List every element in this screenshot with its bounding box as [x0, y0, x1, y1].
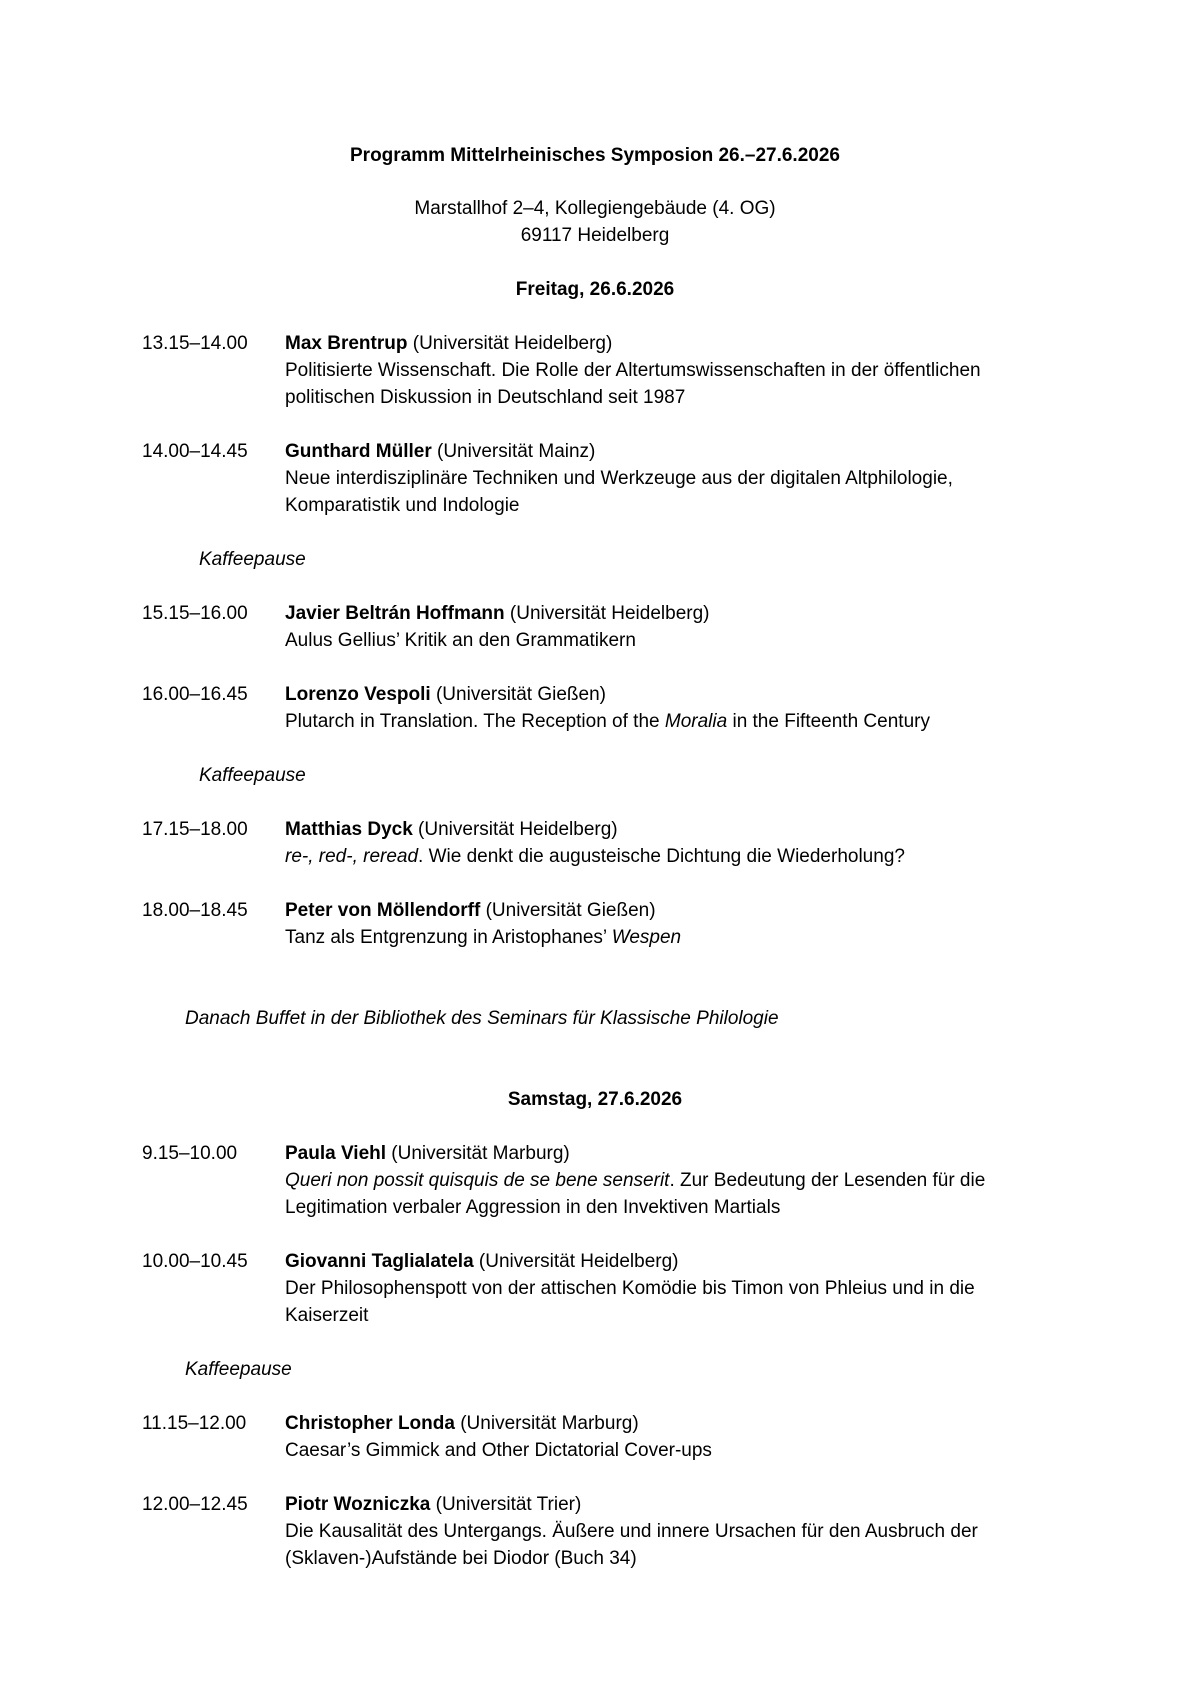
speaker-affiliation: (Universität Trier) — [430, 1494, 582, 1515]
speaker-name: Gunthard Müller — [285, 441, 432, 462]
talk-title-part: . Zur Bedeutung der Lesenden für die — [669, 1170, 986, 1191]
talk-entry — [142, 1248, 1042, 1329]
talk-entry — [142, 897, 1042, 951]
talk-entry — [142, 600, 1042, 654]
talk-title-italic: Moralia — [664, 711, 728, 732]
talk-title-line: Aulus Gellius’ Kritik an den Grammatikern — [285, 630, 636, 651]
talk-entry — [142, 1140, 1042, 1221]
address-line-1: Marstallhof 2–4, Kollegiengebäude (4. OG) — [414, 198, 776, 219]
speaker-affiliation: (Universität Marburg) — [386, 1143, 570, 1164]
day-heading-friday: Freitag, 26.6.2026 — [515, 279, 675, 300]
speaker-name: Christopher Londa — [285, 1413, 455, 1434]
speaker-affiliation: (Universität Mainz) — [431, 441, 596, 462]
talk-title-line: politischen Diskussion in Deutschland seit 1987 — [285, 387, 686, 408]
coffee-break: Kaffeepause — [199, 549, 306, 570]
speaker-name: Paula Viehl — [285, 1143, 387, 1164]
talk-time: 16.00–16.45 — [142, 684, 248, 705]
speaker-name: Matthias Dyck — [285, 819, 413, 840]
talk-title-line — [285, 843, 1045, 870]
talk-title-part: in the Fifteenth Century — [727, 711, 930, 732]
talk-title-line: Politisierte Wissenschaft. Die Rolle der Altertumswissenschaften in der öffentlichen — [285, 360, 981, 381]
talk-title-line: (Sklaven-)Aufstände bei Diodor (Buch 34) — [285, 1548, 637, 1569]
talk-title-line: Die Kausalität des Untergangs. Äußere und innere Ursachen für den Ausbruch der — [285, 1521, 978, 1542]
talk-title-part: Plutarch in Translation. The Reception of the — [285, 711, 665, 732]
talk-title-italic: re-, red-, reread — [285, 846, 419, 867]
speaker-affiliation: (Universität Marburg) — [454, 1413, 639, 1434]
speaker-affiliation: (Universität Heidelberg) — [504, 603, 710, 624]
talk-title-line — [285, 708, 1045, 735]
talk-entry — [142, 438, 1042, 519]
talk-time: 11.15–12.00 — [142, 1413, 247, 1434]
speaker-affiliation: (Universität Gießen) — [430, 684, 606, 705]
talk-title-italic: Queri non possit quisquis de se bene senserit — [285, 1170, 670, 1191]
talk-title-italic: Wespen — [611, 927, 682, 948]
day-heading-saturday: Samstag, 27.6.2026 — [507, 1089, 683, 1110]
talk-time: 14.00–14.45 — [142, 441, 248, 462]
talk-time: 12.00–12.45 — [142, 1494, 248, 1515]
talk-title-line: Kaiserzeit — [285, 1305, 369, 1326]
address-line-2: 69117 Heidelberg — [520, 225, 670, 246]
talk-title-line — [285, 1167, 1045, 1194]
speaker-affiliation: (Universität Heidelberg) — [473, 1251, 679, 1272]
speaker-name: Max Brentrup — [285, 333, 408, 354]
talk-entry — [142, 681, 1042, 735]
talk-title-line: Legitimation verbaler Aggression in den Invektiven Martials — [285, 1197, 781, 1218]
talk-title-part: . Wie denkt die augusteische Dichtung die Wiederholung? — [418, 846, 905, 867]
talk-time: 9.15–10.00 — [142, 1143, 238, 1164]
page-title: Programm Mittelrheinisches Symposion 26.–27.6.2026 — [350, 145, 840, 166]
talk-time: 10.00–10.45 — [142, 1251, 248, 1272]
talk-entry — [142, 1491, 1042, 1572]
speaker-name: Giovanni Taglialatela — [285, 1251, 474, 1272]
talk-title-line: Komparatistik und Indologie — [285, 495, 520, 516]
speaker-affiliation: (Universität Heidelberg) — [407, 333, 613, 354]
speaker-affiliation: (Universität Heidelberg) — [412, 819, 618, 840]
talk-time: 13.15–14.00 — [142, 333, 248, 354]
speaker-affiliation: (Universität Gießen) — [480, 900, 656, 921]
evening-note: Danach Buffet in der Bibliothek des Seminars für Klassische Philologie — [185, 1008, 779, 1029]
talk-title-line: Neue interdisziplinäre Techniken und Werkzeuge aus der digitalen Altphilologie, — [285, 468, 953, 489]
talk-title-line: Caesar’s Gimmick and Other Dictatorial Cover-ups — [285, 1440, 712, 1461]
speaker-name: Javier Beltrán Hoffmann — [285, 603, 505, 624]
talk-entry — [142, 816, 1042, 870]
talk-entry — [142, 1410, 1042, 1464]
talk-entry — [142, 330, 1042, 411]
talk-time: 18.00–18.45 — [142, 900, 248, 921]
coffee-break: Kaffeepause — [199, 765, 306, 786]
talk-time: 15.15–16.00 — [142, 603, 248, 624]
speaker-name: Peter von Möllendorff — [285, 900, 481, 921]
talk-time: 17.15–18.00 — [142, 819, 248, 840]
talk-title-part: Tanz als Entgrenzung in Aristophanes’ — [285, 927, 612, 948]
coffee-break: Kaffeepause — [185, 1359, 292, 1380]
talk-title-line — [285, 924, 1045, 951]
talk-title-line: Der Philosophenspott von der attischen Komödie bis Timon von Phleius und in die — [285, 1278, 975, 1299]
speaker-name: Piotr Wozniczka — [285, 1494, 431, 1515]
speaker-name: Lorenzo Vespoli — [285, 684, 431, 705]
